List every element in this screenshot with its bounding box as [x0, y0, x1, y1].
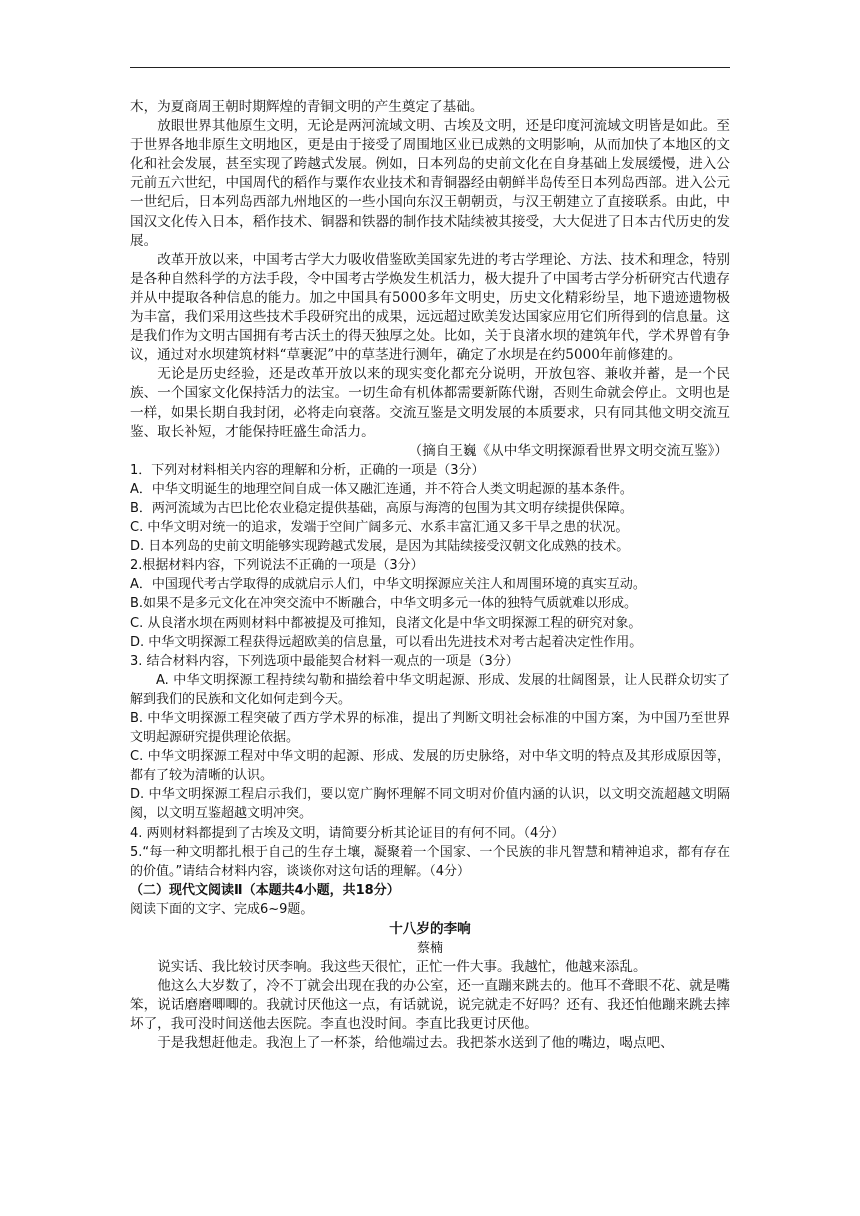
story-paragraph-2: 他这么大岁数了，冷不丁就会出现在我的办公室，还一直蹦来跳去的。他耳不聋眼不花、就是嘴笨，说话磨磨唧唧的。我就讨厌他这一点，有话就说，说完就走不好吗？还有、我还怕他蹦来跳去摔坏了，我可没时间送他去医院。李直也没时间。李直比我更讨厌他。: [130, 978, 730, 1033]
question-4: 4. 两则材料都提到了古埃及文明，请简要分析其论证目的有何不同。（4分）: [130, 825, 565, 841]
question-3: [130, 652, 730, 824]
question-3-option-d: D. 中华文明探源工程启示我们，要以宽广胸怀理解不同文明对价值内涵的认识，以文明交流超越文明隔阂，以文明互鉴超越文明冲突。: [130, 787, 730, 822]
passage-paragraph-2: 放眼世界其他原生文明，无论是两河流域文明、古埃及文明，还是印度河流域文明皆是如此。至于世界各地非原生文明地区，更是由于接受了周围地区业已成熟的文明影响，从而加快了本地区的文化和社会发展，甚至实现了跨越式发展。例如，日本列岛的史前文化在自身基础上发展缓慢，进入公元前五六世纪，中国周代的稻作与粟作农业技术和青铜器经由朝鲜半岛传至日本列岛西部。进入公元一世纪后，日本列岛西部九州地区的一些小国向东汉王朝朝贡，与汉王朝建立了直接联系。由此，中国汉文化传入日本，稻作技术、铜器和铁器的制作技术陆续被其接受，大大促进了日本古代历史的发展。: [130, 118, 730, 249]
passage-paragraph-4: 无论是历史经验，还是改革开放以来的现实变化都充分说明，开放包容、兼收并蓄，是一个民族、一个国家文化保持活力的法宝。一切生命有机体都需要新陈代谢，否则生命就会停止。文明也是一样，如果长期自我封闭，必将走向衰落。交流互鉴是文明发展的本质要求，只有同其他文明交流互鉴、取长补短，才能保持旺盛生命活力。: [130, 366, 730, 440]
question-1-option-c: C. 中华文明对统一的追求，发端于空间广阔多元、水系丰富汇通又多干旱之患的状况。: [130, 520, 629, 536]
question-2-option-b: B.如果不是多元文化在冲突交流中不断融合，中华文明多元一体的独特气质就难以形成。: [130, 596, 638, 612]
question-2-stem: 2.根据材料内容，下列说法不正确的一项是（3分）: [130, 558, 424, 574]
question-2-option-c: C. 从良渚水坝在两则材料中都被提及可推知，良渚文化是中华文明探源工程的研究对象。: [130, 615, 642, 631]
section-heading: （二）现代文阅读Ⅱ（本题共4小题，共18分）: [130, 882, 400, 898]
story-title: 十八岁的李响: [389, 921, 471, 938]
question-1-option-d: D. 日本列岛的史前文明能够实现跨越式发展，是因为其陆续接受汉朝文化成熟的技术。: [130, 539, 630, 555]
question-3-option-c: C. 中华文明探源工程对中华文明的起源、形成、发展的历史脉络，对中华文明的特点及其形成原因等，都有了较为清晰的认识。: [130, 749, 730, 784]
question-1-stem: 1．下列对材料相关内容的理解和分析，正确的一项是（3分）: [130, 462, 485, 478]
question-3-option-a: A. 中华文明探源工程持续勾勒和描绘着中华文明起源、形成、发展的壮阔图景，让人民群众切实了解到我们的民族和文化如何走到今天。: [130, 672, 730, 707]
passage-source: （摘自王巍《从中华文明探源看世界文明交流互鉴》）: [408, 442, 728, 459]
section-instruction: 阅读下面的文字、完成6~9题。: [130, 901, 314, 917]
question-1-option-a: A．中华文明诞生的地理空间自成一体又融汇连通，并不符合人类文明起源的基本条件。: [130, 481, 633, 497]
question-1: [130, 461, 730, 556]
question-2: [130, 556, 730, 651]
passage-paragraph-1: 木，为夏商周王朝时期辉煌的青铜文明的产生奠定了基础。: [130, 99, 484, 115]
story-paragraph-3: 于是我想赶他走。我泡上了一杯茶，给他端过去。我把茶水送到了他的嘴边，喝点吧、: [157, 1035, 674, 1052]
story-author: 蔡楠: [416, 941, 443, 957]
question-3-stem: 3. 结合材料内容，下列选项中最能契合材料一观点的一项是（3分）: [130, 653, 519, 669]
passage-paragraph-3: 改革开放以来，中国考古学大力吸收借鉴欧美国家先进的考古学理论、方法、技术和理念，特别是各种自然科学的方法手段，令中国考古学焕发生机活力，极大提升了中国考古学分析研究古代遗存并从中提取各种信息的能力。加之中国具有5000多年文明史，历史文化精彩纷呈，地下遗迹遗物极为丰富，我们采用这些技术手段研究出的成果，远远超过欧美发达国家应用它们所得到的信息量。这是我们作为文明古国拥有考古沃土的得天独厚之处。比如，关于良渚水坝的建筑年代，学术界曾有争议，通过对水坝建筑材料“草裹泥”中的草茎进行测年，确定了水坝是在约5000年前修建的。: [130, 251, 730, 364]
question-1-option-b: B．两河流域为古巴比伦农业稳定提供基础，高原与海湾的包围为其文明存续提供保障。: [130, 500, 633, 516]
page-content: [130, 98, 730, 1054]
question-3-option-b: B. 中华文明探源工程突破了西方学术界的标准，提出了判断文明社会标准的中国方案，为中国乃至世界文明起源研究提供理论依据。: [130, 711, 730, 746]
story-paragraph-1: 说实话、我比较讨厌李响。我这些天很忙，正忙一件大事。我越忙，他越来添乱。: [157, 959, 647, 976]
question-2-option-a: A．中国现代考古学取得的成就启示人们，中华文明探源应关注人和周围环境的真实互动。: [130, 577, 646, 593]
question-5: 5.“每一种文明都扎根于自己的生存土壤，凝聚着一个国家、一个民族的非凡智慧和精神追求，都有存在的价值。”请结合材料内容，谈谈你对这句话的理解。（4分）: [130, 844, 730, 879]
header-rule: [130, 67, 730, 68]
question-2-option-d: D. 中华文明探源工程获得远超欧美的信息量，可以看出先进技术对考古起着决定性作用。: [130, 634, 643, 650]
